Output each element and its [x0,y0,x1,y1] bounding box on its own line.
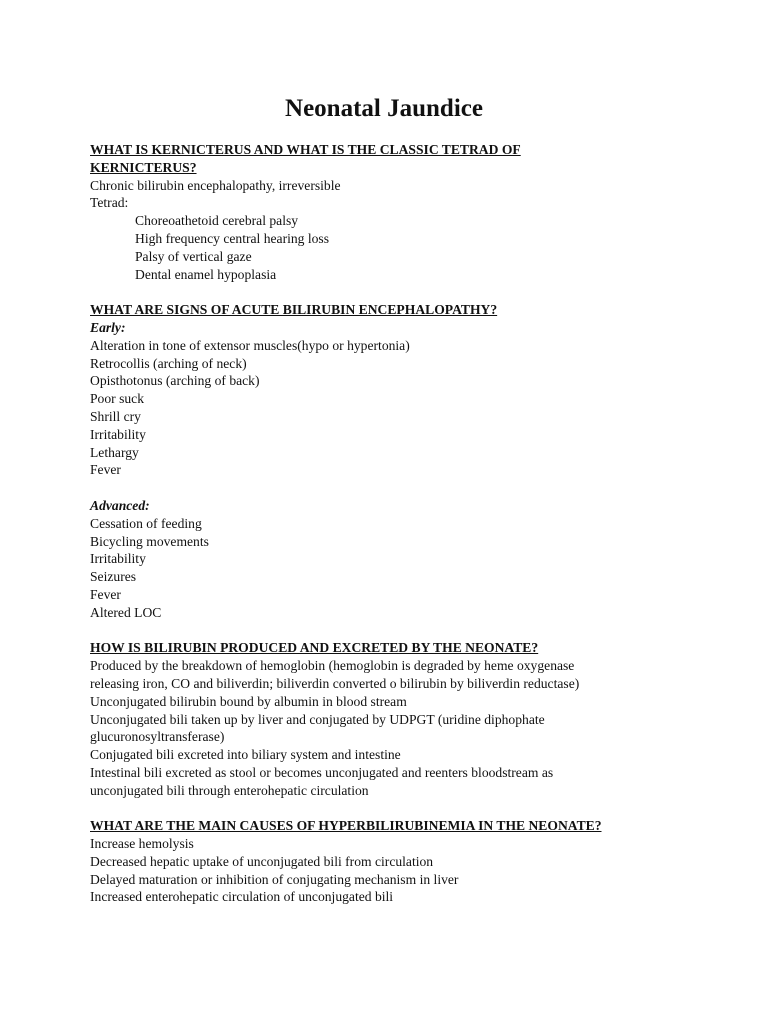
paragraph-line: unconjugated bili through enterohepatic circulation [90,782,369,798]
list-item: Choreoathetoid cerebral palsy [135,213,299,229]
paragraph-line: Unconjugated bili taken up by liver and conjugated by UDPGT (uridine diphophate [90,711,545,727]
list-item: Increased enterohepatic circulation of unconjugated bili [90,889,394,905]
list-item: Delayed maturation or inhibition of conjugating mechanism in liver [90,871,459,887]
list-item: Irritability [90,551,146,567]
list-item: Poor suck [90,391,144,407]
paragraph-line: Conjugated bili excreted into biliary system and intestine [90,747,401,763]
list-item: Retrocollis (arching of neck) [90,355,247,371]
section-heading: KERNICTERUS? [90,159,197,175]
answer-line: Chronic bilirubin encephalopathy, irreversible [90,177,341,193]
paragraph-line: releasing iron, CO and biliverdin; biliverdin converted o bilirubin by biliverdin reductase) [90,675,580,691]
list-item: Altered LOC [90,604,162,620]
list-item: Cessation of feeding [90,515,202,531]
list-item: Fever [90,462,121,478]
list-item: Shrill cry [90,408,141,424]
paragraph-line: Unconjugated bilirubin bound by albumin in blood stream [90,693,407,709]
list-item: Lethargy [90,444,139,460]
list-item: Seizures [90,569,137,585]
section-heading: WHAT ARE SIGNS OF ACUTE BILIRUBIN ENCEPHALOPATHY? [90,302,498,318]
subheading-advanced: Advanced: [90,497,150,513]
paragraph-line: Produced by the breakdown of hemoglobin (hemoglobin is degraded by heme oxygenase [90,658,575,674]
list-item: Decreased hepatic uptake of unconjugated bili from circulation [90,853,434,869]
list-item: Alteration in tone of extensor muscles(hypo or hypertonia) [90,337,410,353]
page-title: Neonatal Jaundice [285,95,483,122]
paragraph-line: glucuronosyltransferase) [90,729,225,745]
list-item: Bicycling movements [90,533,209,549]
list-item: Irritability [90,426,146,442]
document-body [90,141,690,906]
tetrad-label: Tetrad: [90,195,129,211]
section-heading: HOW IS BILIRUBIN PRODUCED AND EXCRETED BY THE NEONATE? [90,640,539,656]
list-item: Fever [90,586,121,602]
section-heading: WHAT IS KERNICTERUS AND WHAT IS THE CLASSIC TETRAD OF [90,142,521,157]
list-item: Dental enamel hypoplasia [135,266,277,282]
paragraph-line: Intestinal bili excreted as stool or becomes unconjugated and reenters bloodstream as [90,764,554,780]
list-item: Palsy of vertical gaze [135,248,252,264]
list-item: Increase hemolysis [90,836,194,852]
subheading-early: Early: [90,319,126,335]
list-item: High frequency central hearing loss [135,230,330,246]
list-item: Opisthotonus (arching of back) [90,373,260,389]
section-heading: WHAT ARE THE MAIN CAUSES OF HYPERBILIRUBINEMIA IN THE NEONATE? [90,818,602,834]
